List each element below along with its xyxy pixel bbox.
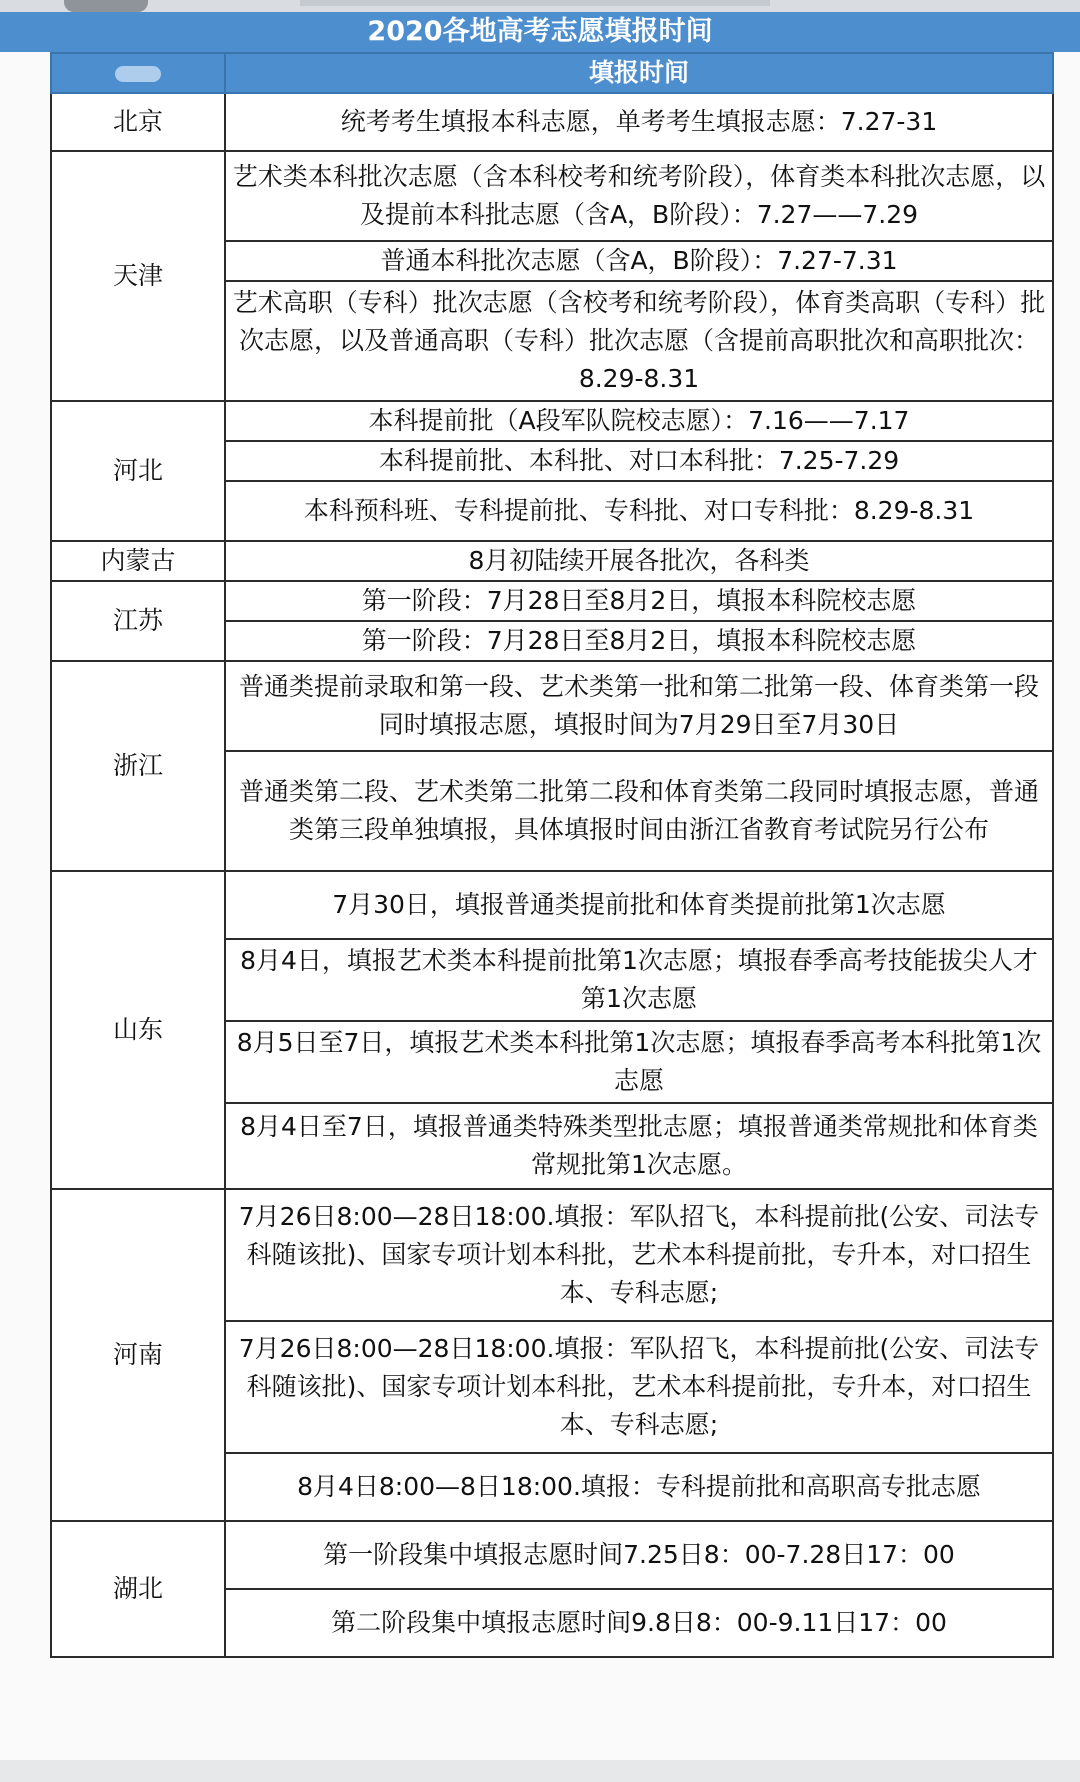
schedule-table: [50, 52, 1054, 1658]
table-row: [51, 93, 1053, 151]
bottom-strip: [0, 1760, 1080, 1782]
time-cell: 第一阶段集中填报志愿时间7.25日8：00-7.28日17：00: [225, 1521, 1053, 1589]
header-time-cell: 填报时间: [225, 53, 1053, 93]
time-cell: 第一阶段：7月28日至8月2日，填报本科院校志愿: [225, 581, 1053, 621]
time-cell: 本科提前批（A段军队院校志愿）：7.16——7.17: [225, 401, 1053, 441]
province-cell: 浙江: [51, 661, 225, 871]
province-cell: 河南: [51, 1189, 225, 1521]
table-row: [51, 401, 1053, 441]
table-row: [51, 581, 1053, 621]
time-cell: 艺术高职（专科）批次志愿（含校考和统考阶段），体育类高职（专科）批次志愿，以及普通高职（专科）批次志愿（含提前高职批次和高职批次：8.29-8.31: [225, 281, 1053, 401]
time-cell: 普通类提前录取和第一段、艺术类第一批和第二批第一段、体育类第一段同时填报志愿，填报时间为7月29日至7月30日: [225, 661, 1053, 751]
blurred-overlay: [64, 0, 148, 12]
time-cell: 本科预科班、专科提前批、专科批、对口专科批：8.29-8.31: [225, 481, 1053, 541]
time-cell: 8月4日8:00—8日18:00.填报：专科提前批和高职高专批志愿: [225, 1453, 1053, 1521]
time-cell: 8月4日，填报艺术类本科提前批第1次志愿；填报春季高考技能拔尖人才第1次志愿: [225, 939, 1053, 1021]
time-cell: 7月30日，填报普通类提前批和体育类提前批第1次志愿: [225, 871, 1053, 939]
time-cell: 本科提前批、本科批、对口本科批：7.25-7.29: [225, 441, 1053, 481]
province-cell: 北京: [51, 93, 225, 151]
time-cell: 7月26日8:00—28日18:00.填报：军队招飞，本科提前批(公安、司法专科随该批)、国家专项计划本科批，艺术本科提前批，专升本，对口招生本、专科志愿;: [225, 1321, 1053, 1453]
table-row: [51, 541, 1053, 581]
table-row: [51, 151, 1053, 241]
table-title: 2020各地高考志愿填报时间: [0, 12, 1080, 52]
blurred-overlay: [300, 0, 770, 6]
time-cell: 第二阶段集中填报志愿时间9.8日8：00-9.11日17：00: [225, 1589, 1053, 1657]
time-cell: 普通本科批次志愿（含A，B阶段）：7.27-7.31: [225, 241, 1053, 281]
time-cell: 第一阶段：7月28日至8月2日，填报本科院校志愿: [225, 621, 1053, 661]
time-cell: 8月4日至7日，填报普通类特殊类型批志愿；填报普通类常规批和体育类常规批第1次志愿。: [225, 1103, 1053, 1189]
table-header-row: [51, 53, 1053, 93]
province-cell: 天津: [51, 151, 225, 401]
province-cell: 山东: [51, 871, 225, 1189]
table-row: [51, 1521, 1053, 1589]
time-cell: 艺术类本科批次志愿（含本科校考和统考阶段），体育类本科批次志愿，以及提前本科批志愿（含A，B阶段）：7.27——7.29: [225, 151, 1053, 241]
time-cell: 7月26日8:00—28日18:00.填报：军队招飞，本科提前批(公安、司法专科随该批)、国家专项计划本科批，艺术本科提前批，专升本，对口招生本、专科志愿;: [225, 1189, 1053, 1321]
province-cell: 河北: [51, 401, 225, 541]
table-row: [51, 871, 1053, 939]
table-row: [51, 661, 1053, 751]
table-row: [51, 1189, 1053, 1321]
blurred-header-label: [115, 66, 161, 82]
time-cell: 普通类第二段、艺术类第二批第二段和体育类第二段同时填报志愿，普通类第三段单独填报，具体填报时间由浙江省教育考试院另行公布: [225, 751, 1053, 871]
time-cell: 8月初陆续开展各批次，各科类: [225, 541, 1053, 581]
province-cell: 湖北: [51, 1521, 225, 1657]
province-cell: 江苏: [51, 581, 225, 661]
time-cell: 统考考生填报本科志愿，单考考生填报志愿：7.27-31: [225, 93, 1053, 151]
province-cell: 内蒙古: [51, 541, 225, 581]
header-region-cell: [51, 53, 225, 93]
time-cell: 8月5日至7日，填报艺术类本科批第1次志愿；填报春季高考本科批第1次志愿: [225, 1021, 1053, 1103]
